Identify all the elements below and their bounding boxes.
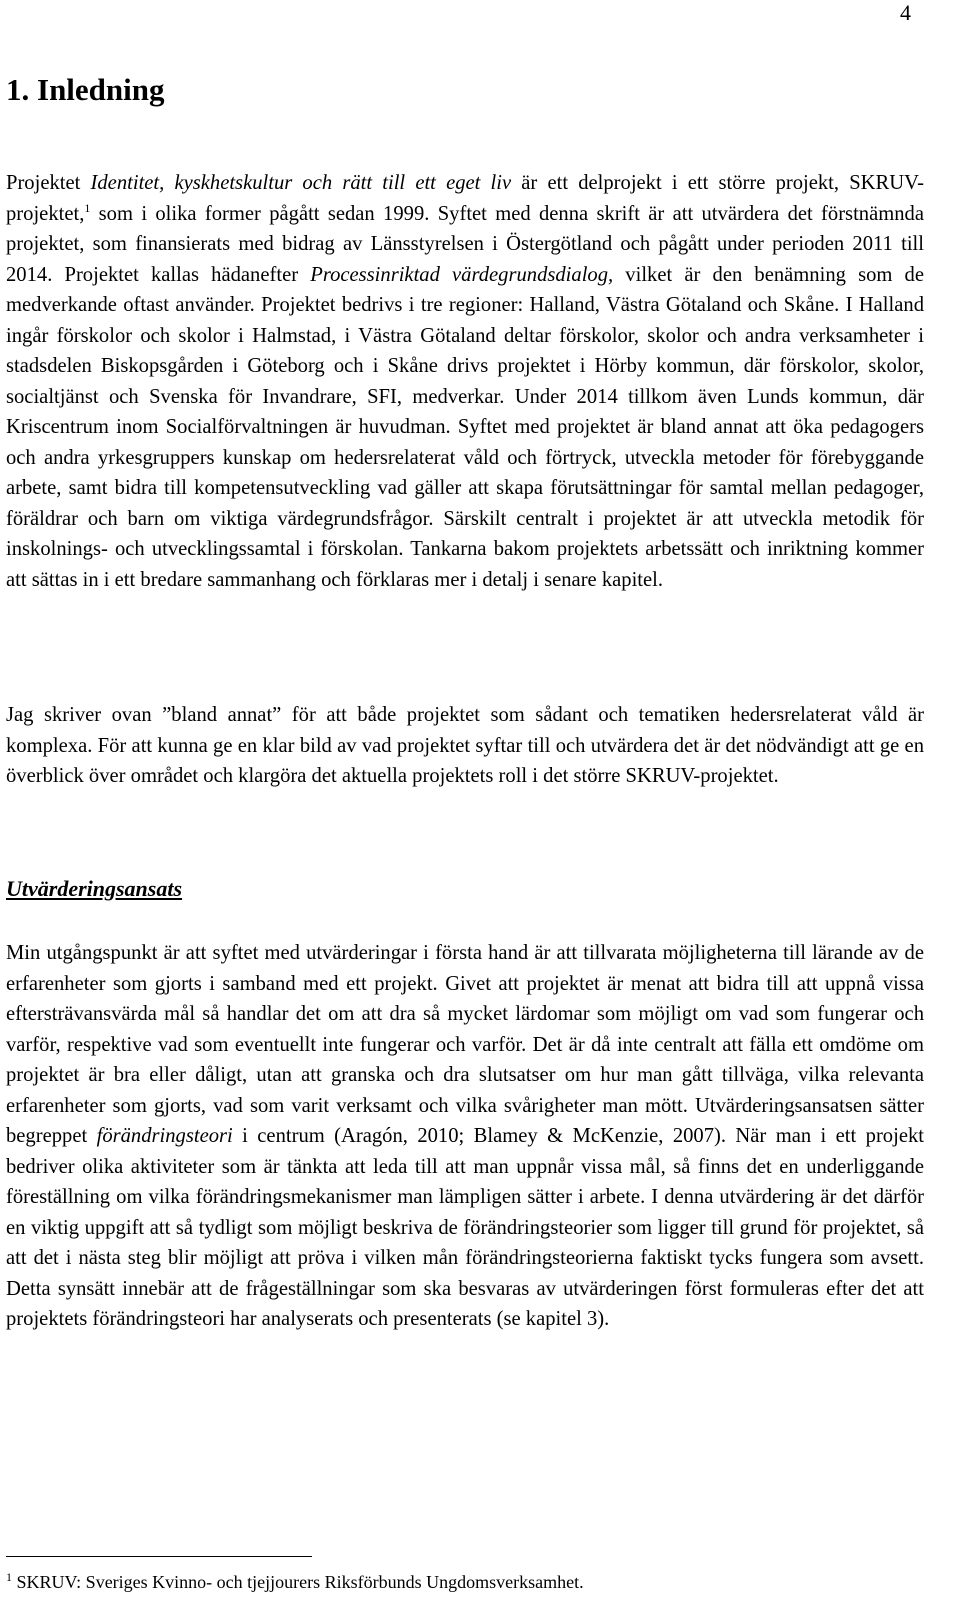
footnote-divider <box>6 1556 312 1557</box>
chapter-heading: 1. Inledning <box>6 72 165 107</box>
intro-text-3: som i olika former pågått sedan 1999. Syftet med denna skrift är att utvärdera det förstnämnda projektet, som finansierats med bidrag av Länsstyrelsen i Östergötland och pågått under perioden 2011 till 2014. Projektet kallas hädanefter <box>6 202 924 286</box>
evaluation-text-1: Min utgångspunkt är att syftet med utvärderingar i första hand är att tillvarata möjligheterna till lärande av de erfarenheter som gjorts i samband med ett projekt. Givet att projektet är menat att bidra till att uppnå vissa eftersträvansvärda mål så handlar det om att dra så mycket lärdomar som möjligt om vad som fungerar och varför, respektive vad som eventuellt inte fungerar och varför. Det är då inte centralt att fälla ett omdöme om projektet är bra eller dåligt, utan att granska och dra slutsatser om hur man gått tillväga, vilka relevanta erfarenheter som gjorts, vad som varit verksamt och vilka svårigheter man mött. Utvärderingsansatsen sätter begreppet <box>6 942 924 1147</box>
section-heading: Utvärderingsansats <box>6 876 183 901</box>
intro-paragraph <box>6 168 924 595</box>
evaluation-paragraph <box>6 938 924 1335</box>
intro-text-1: Projektet <box>6 172 91 194</box>
project-name-italic: Processinriktad värdegrundsdialog, <box>310 263 614 286</box>
intro-text-2: är ett delprojekt i ett större projekt, SKRUV-projektet, <box>6 172 924 225</box>
project-title-italic: Identitet, kyskhetskultur och rätt till ett eget liv <box>90 172 512 194</box>
footnote-reference: 1 <box>84 200 91 215</box>
evaluation-text-2: i centrum (Aragón, 2010; Blamey & McKenzie, 2007). När man i ett projekt bedriver olika aktiviteter som är tänkta att leda till att man uppnår vissa mål, så finns det en underliggande föreställning om vilka förändringsmekanismer man lämpligen sätter i arbete. I denna utvärdering är det därför en viktig uppgift att så tydligt som möjligt beskriva de förändringsteorier som ligger till grund för projektet, så att det i nästa steg blir möjligt att pröva i vilken mån förändringsteorierna faktiskt tycks fungera som avsett. Detta synsätt innebär att de frågeställningar som ska besvaras av utvärderingen först formuleras efter det att projektets förändringsteori har analyserats och presenterats (se kapitel 3). <box>6 1125 924 1330</box>
footnote <box>6 1572 584 1593</box>
footnote-marker: 1 <box>6 1570 12 1584</box>
second-paragraph: Jag skriver ovan ”bland annat” för att både projektet som sådant och tematiken hedersrelaterat våld är komplexa. För att kunna ge en klar bild av vad projektet syftar till och utvärdera det är det nödvändigt att ge en överblick över området och klargöra det aktuella projektets roll i det större SKRUV-projektet. <box>6 704 924 787</box>
intro-text-4: vilket är den benämning som de medverkande oftast använder. Projektet bedrivs i tre regioner: Halland, Västra Götaland och Skåne. I Halland ingår förskolor och skolor i Halmstad, i Västra Götaland deltar förskolor, skolor och andra verksamheter i stadsdelen Biskopsgården i Göteborg och i Skåne drivs projektet i Hörby kommun, där förskolor, skolor, socialtjänst och Svenska för Invandrare, SFI, medverkar. Under 2014 tillkom även Lunds kommun, där Kriscentrum inom Socialförvaltningen är huvudman. Syftet med projektet är bland annat att öka pedagogers och andra yrkesgruppers kunskap om hedersrelaterat våld och förtryck, utveckla metoder för förebyggande arbete, samt bidra till kompetensutveckling vad gäller att skapa förutsättningar för samtal mellan pedagoger, föräldrar och barn om viktiga värdegrundsfrågor. Särskilt centralt i projektet är att utveckla metodik för inskolnings- och utvecklingssamtal i förskolan. Tankarna bakom projektets arbetssätt och inriktning kommer att sättas in i ett bredare sammanhang och förklaras mer i detalj i senare kapitel. <box>6 263 924 591</box>
page-number: 4 <box>900 0 911 25</box>
footnote-text: SKRUV: Sveriges Kvinno- och tjejjourers Riksförbunds Ungdomsverksamhet. <box>12 1572 584 1592</box>
term-italic: förändringsteori <box>96 1125 233 1147</box>
